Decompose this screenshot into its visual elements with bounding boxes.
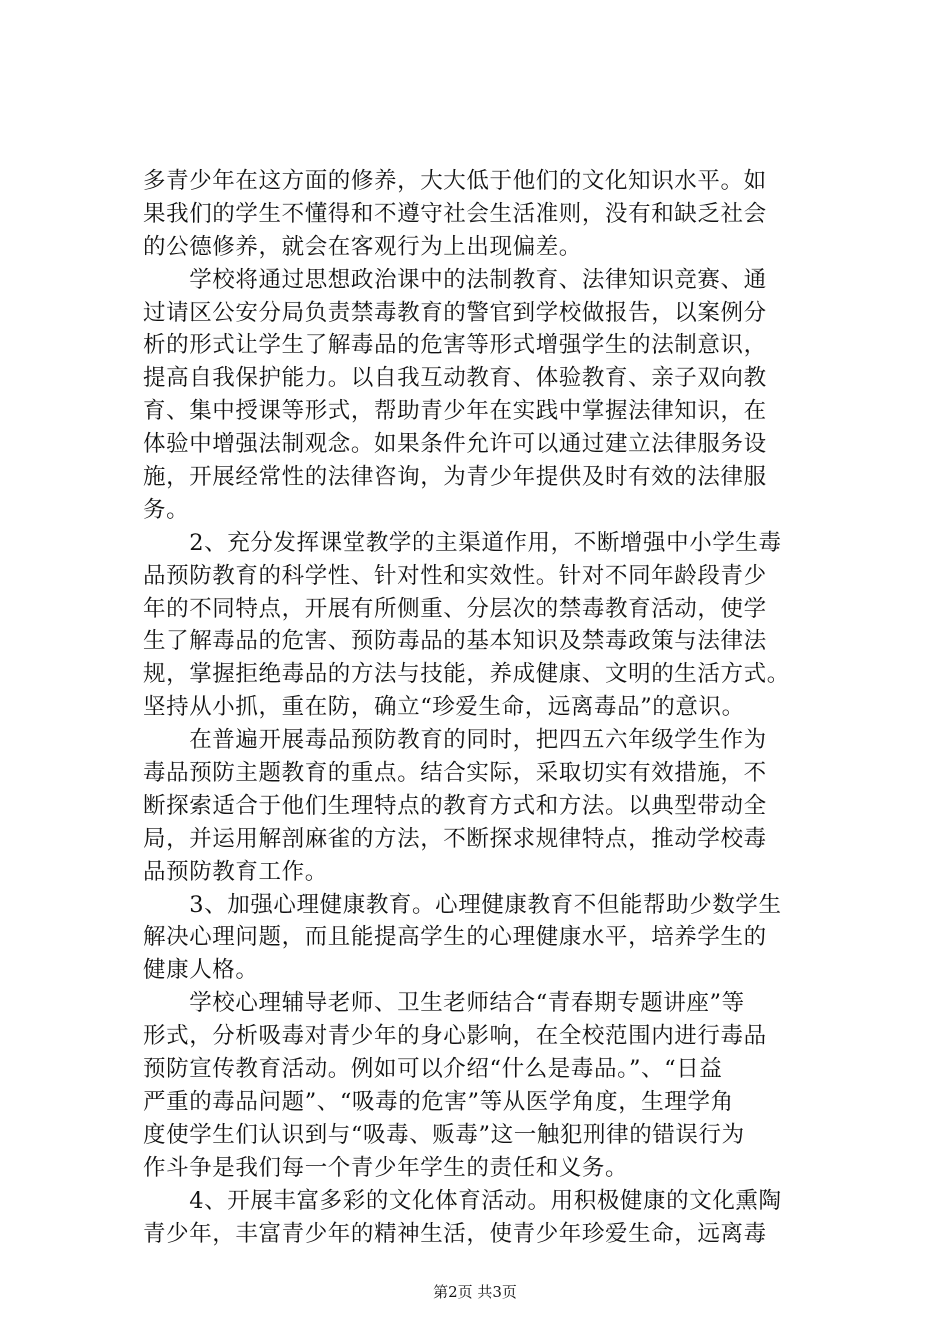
text-line: 育、集中授课等形式，帮助青少年在实践中掌握法律知识，在 (143, 398, 767, 425)
text-line: 提高自我保护能力。以自我互动教育、体验教育、亲子双向教 (143, 365, 767, 392)
text-line: 多青少年在这方面的修养，大大低于他们的文化知识水平。如 (143, 168, 767, 194)
text-line: 学校将通过思想政治课中的法制教育、法律知识竞赛、通 (143, 266, 767, 293)
text-line: 规，掌握拒绝毒品的方法与技能，养成健康、文明的生活方式。 (143, 661, 790, 688)
text-line: 品预防教育工作。 (143, 858, 328, 885)
text-line: 形式，分析吸毒对青少年的身心影响，在全校范围内进行毒品 (143, 1023, 767, 1050)
text-line: 过请区公安分局负责禁毒教育的警官到学校做报告，以案例分 (143, 299, 767, 326)
text-line: 果我们的学生不懂得和不遵守社会生活准则，没有和缺乏社会 (143, 200, 767, 227)
text-line: 坚持从小抓，重在防，确立“珍爱生命，远离毒品”的意识。 (143, 694, 745, 721)
text-line: 作斗争是我们每一个青少年学生的责任和义务。 (143, 1154, 629, 1181)
text-line: 体验中增强法制观念。如果条件允许可以通过建立法律服务设 (143, 431, 767, 458)
text-line: 在普遍开展毒品预防教育的同时，把四五六年级学生作为 (143, 727, 767, 754)
page-number: 第2页 共3页 (433, 1283, 517, 1301)
text-line: 健康人格。 (143, 957, 259, 984)
text-line: 品预防教育的科学性、针对性和实效性。针对不同年龄段青少 (143, 562, 767, 589)
text-line: 青少年，丰富青少年的精神生活，使青少年珍爱生命，远离毒 (143, 1220, 767, 1247)
document-body (143, 165, 843, 1250)
text-line: 务。 (143, 496, 190, 523)
text-line: 严重的毒品问题”、“吸毒的危害”等从医学角度，生理学角 (143, 1088, 734, 1115)
text-line: 3、加强心理健康教育。心理健康教育不但能帮助少数学生 (143, 891, 782, 918)
text-line: 学校心理辅导老师、卫生老师结合“青春期专题讲座”等 (143, 990, 745, 1017)
text-line: 施，开展经常性的法律咨询，为青少年提供及时有效的法律服 (143, 464, 767, 491)
text-line: 生了解毒品的危害、预防毒品的基本知识及禁毒政策与法律法 (143, 628, 767, 655)
text-line: 度使学生们认识到与“吸毒、贩毒”这一触犯刑律的错误行为 (143, 1121, 745, 1148)
text-line: 年的不同特点，开展有所侧重、分层次的禁毒教育活动，使学 (143, 595, 767, 622)
text-line: 断探索适合于他们生理特点的教育方式和方法。以典型带动全 (143, 792, 767, 819)
text-line: 预防宣传教育活动。例如可以介绍“什么是毒品。”、“日益 (143, 1056, 723, 1083)
text-line: 4、开展丰富多彩的文化体育活动。用积极健康的文化熏陶 (143, 1187, 782, 1214)
text-line: 析的形式让学生了解毒品的危害等形式增强学生的法制意识， (143, 332, 767, 359)
text-line: 的公德修养，就会在客观行为上出现偏差。 (143, 233, 582, 260)
text-line: 毒品预防主题教育的重点。结合实际，采取切实有效措施，不 (143, 760, 767, 787)
text-line: 解决心理问题，而且能提高学生的心理健康水平，培养学生的 (143, 924, 767, 951)
text-line: 局，并运用解剖麻雀的方法，不断探求规律特点，推动学校毒 (143, 825, 767, 852)
text-line: 2、充分发挥课堂教学的主渠道作用，不断增强中小学生毒 (143, 529, 782, 556)
